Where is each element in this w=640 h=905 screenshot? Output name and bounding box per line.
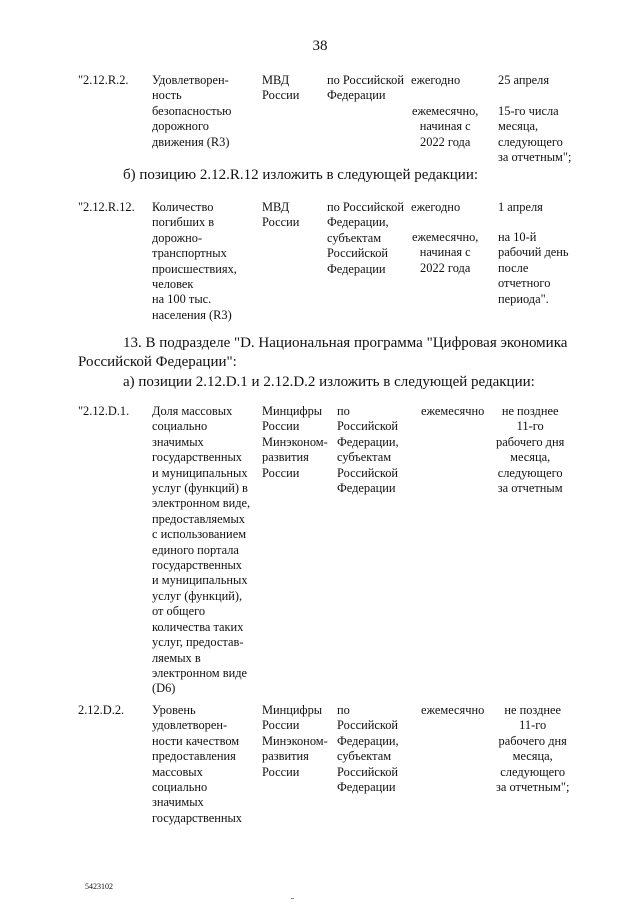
row-deadline: не позднее 11-го рабочего дня месяца, следующего за отчетным xyxy=(496,404,565,496)
paragraph-b: б) позицию 2.12.R.12 изложить в следующей редакции: xyxy=(123,167,479,183)
row-periodicity-monthly: ежемесячно, начиная с 2022 года xyxy=(412,230,479,275)
row-indicator: Доля массовых социально значимых государственных и муниципальных услуг (функций) в электронном виде, предоставляемых с использованием единого портала государственных и муниципальных услуг (функций), от общего количества таких услуг, предостав- ляемых в электронном виде (D6) xyxy=(152,404,251,696)
row-agency: МВД России xyxy=(262,200,300,230)
row-periodicity: ежемесячно xyxy=(421,404,485,418)
row-indicator: Удовлетворен- ность безопасностью дорожного движения (R3) xyxy=(152,73,232,149)
row-periodicity-annual: ежегодно xyxy=(411,73,461,87)
row-periodicity-annual: ежегодно xyxy=(411,200,461,214)
row-deadline-monthly: 15-го числа месяца, следующего за отчетным"; xyxy=(498,104,572,165)
row-deadline-annual: 25 апреля xyxy=(498,73,550,87)
paragraph-13-line-1: 13. В подразделе "D. Национальная программа "Цифровая экономика xyxy=(123,335,568,351)
row-code: "2.12.R.2. xyxy=(78,73,129,87)
paragraph-a: а) позиции 2.12.D.1 и 2.12.D.2 изложить в следующей редакции: xyxy=(123,374,535,390)
row-code: 2.12.D.2. xyxy=(78,703,125,717)
row-periodicity: ежемесячно xyxy=(421,703,485,717)
row-territory: по Российской Федерации, субъектам Российской Федерации xyxy=(327,200,404,276)
document-code: 5423102 xyxy=(85,882,113,891)
row-territory: по Российской Федерации xyxy=(327,73,404,103)
row-periodicity-monthly: ежемесячно, начиная с 2022 года xyxy=(412,104,479,149)
row-deadline-annual: 1 апреля xyxy=(498,200,543,214)
row-agency: Минцифры России Минэконом- развития России xyxy=(262,404,328,480)
row-deadline-monthly: на 10-й рабочий день после отчетного периода". xyxy=(498,230,569,306)
row-territory: по Российской Федерации, субъектам Российской Федерации xyxy=(337,404,399,496)
paragraph-13-line-2: Российской Федерации": xyxy=(78,354,237,370)
row-deadline: не позднее 11-го рабочего дня месяца, следующего за отчетным"; xyxy=(496,703,570,795)
row-indicator: Уровень удовлетворен- ности качеством предоставления массовых социально значимых государственных xyxy=(152,703,243,825)
row-territory: по Российской Федерации, субъектам Российской Федерации xyxy=(337,703,399,795)
page-number: 38 xyxy=(312,38,328,54)
scan-mark xyxy=(291,898,294,899)
row-code: "2.12.D.1. xyxy=(78,404,130,418)
row-code: "2.12.R.12. xyxy=(78,200,135,214)
row-agency: МВД России xyxy=(262,73,300,103)
row-agency: Минцифры России Минэконом- развития России xyxy=(262,703,328,779)
row-indicator: Количество погибших в дорожно- транспортных происшествиях, человек на 100 тыс. населения (R3) xyxy=(152,200,237,322)
